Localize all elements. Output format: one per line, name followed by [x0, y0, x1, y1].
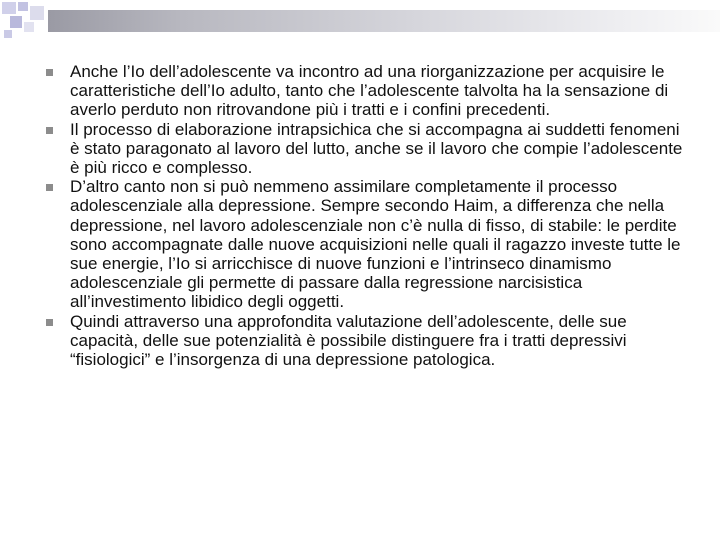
slide-body: [58, 62, 688, 369]
decorative-square: [24, 22, 34, 32]
bullet-text: Anche l’Io dell’adolescente va incontro ad una riorganizzazione per acquisire le caratteristiche dell’Io adulto, tanto che l’adolescente talvolta ha la sensazione di averlo perduto non ritrovandone più i tratti e i confini precedenti.: [70, 62, 669, 120]
bullet-text: D’altro canto non si può nemmeno assimilare completamente il processo adolescenziale alla depressione. Sempre secondo Haim, a differenza che nella depressione, nel lavoro adolescenziale non c’è nulla di fisso, di stabile: le perdite sono accompagnate dalle nuove acquisizioni nelle quali il ragazzo investe tutte le sue energie, l’Io si arricchisce di nuove funzioni e l’intrinseco dinamismo adolescenziale gli permette di passare dalla regressione narcisistica all’investimento libidico degli oggetti.: [70, 177, 681, 312]
header-decoration: [0, 0, 720, 40]
square-bullet-icon: [46, 184, 53, 191]
bullet-item: [58, 312, 688, 370]
square-bullet-icon: [46, 127, 53, 134]
bullet-item: [58, 120, 688, 178]
decorative-square: [4, 30, 12, 38]
decorative-squares: [0, 0, 48, 40]
bullet-text: Quindi attraverso una approfondita valutazione dell’adolescente, delle sue capacità, delle sue potenzialità è possibile distinguere fra i tratti depressivi “fisiologici” e l’insorgenza di una depressione patologica.: [70, 311, 627, 370]
bullet-list: [58, 62, 688, 369]
bullet-item: [58, 177, 688, 311]
bullet-item: [58, 62, 688, 120]
square-bullet-icon: [46, 69, 53, 76]
decorative-square: [30, 6, 44, 20]
bullet-text: Il processo di elaborazione intrapsichica che si accompagna ai suddetti fenomeni è stato paragonato al lavoro del lutto, anche se il lavoro che compie l’adolescente è più ricco e complesso.: [70, 119, 683, 178]
square-bullet-icon: [46, 319, 53, 326]
decorative-square: [18, 2, 28, 11]
decorative-square: [2, 2, 16, 14]
decorative-square: [10, 16, 22, 28]
gradient-band: [48, 10, 720, 32]
